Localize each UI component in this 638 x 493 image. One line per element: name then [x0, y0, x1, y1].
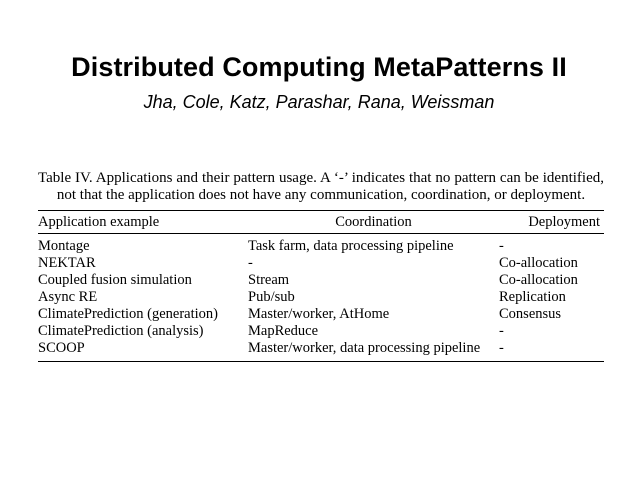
coordination-cell: Master/worker, AtHome [248, 306, 390, 322]
deployment-cell: Replication [499, 289, 566, 305]
application-cell: SCOOP [38, 340, 85, 356]
application-cell: Coupled fusion simulation [38, 272, 192, 288]
table-caption: Table IV. Applications and their pattern usage. A ‘-’ indicates that no pattern can be identified, not that the application does not have any communication, coordination, or deployment. [38, 170, 604, 203]
table-block [38, 170, 604, 362]
application-cell: Montage [38, 238, 90, 254]
coordination-cell: Pub/sub [248, 289, 295, 305]
coordination-cell: - [248, 255, 253, 271]
coordination-cell: Master/worker, data processing pipeline [248, 340, 481, 356]
table-row [38, 289, 604, 306]
slide-title: Distributed Computing MetaPatterns II [71, 52, 567, 82]
deployment-cell: - [499, 238, 504, 254]
application-cell: ClimatePrediction (analysis) [38, 323, 204, 339]
header-deployment: Deployment [528, 214, 600, 230]
application-cell: NEKTAR [38, 255, 96, 271]
header-application: Application example [38, 214, 160, 230]
header-row [38, 211, 604, 233]
deployment-cell: - [499, 340, 504, 356]
application-cell: ClimatePrediction (generation) [38, 306, 218, 322]
table-row [38, 306, 604, 323]
coordination-cell: MapReduce [248, 323, 319, 339]
table-row [38, 323, 604, 340]
application-cell: Async RE [38, 289, 98, 305]
table-row [38, 255, 604, 272]
table-row [38, 340, 604, 357]
slide-authors: Jha, Cole, Katz, Parashar, Rana, Weissman [143, 92, 495, 112]
applications-table [38, 211, 604, 361]
deployment-cell: Consensus [499, 306, 562, 322]
deployment-cell: - [499, 323, 504, 339]
coordination-cell: Task farm, data processing pipeline [248, 238, 454, 254]
deployment-cell: Co-allocation [499, 255, 578, 271]
table-row [38, 238, 604, 255]
bottom-rule [38, 361, 604, 362]
table-row [38, 272, 604, 289]
coordination-cell: Stream [248, 272, 290, 288]
deployment-cell: Co-allocation [499, 272, 578, 288]
header-coordination: Coordination [335, 214, 412, 230]
